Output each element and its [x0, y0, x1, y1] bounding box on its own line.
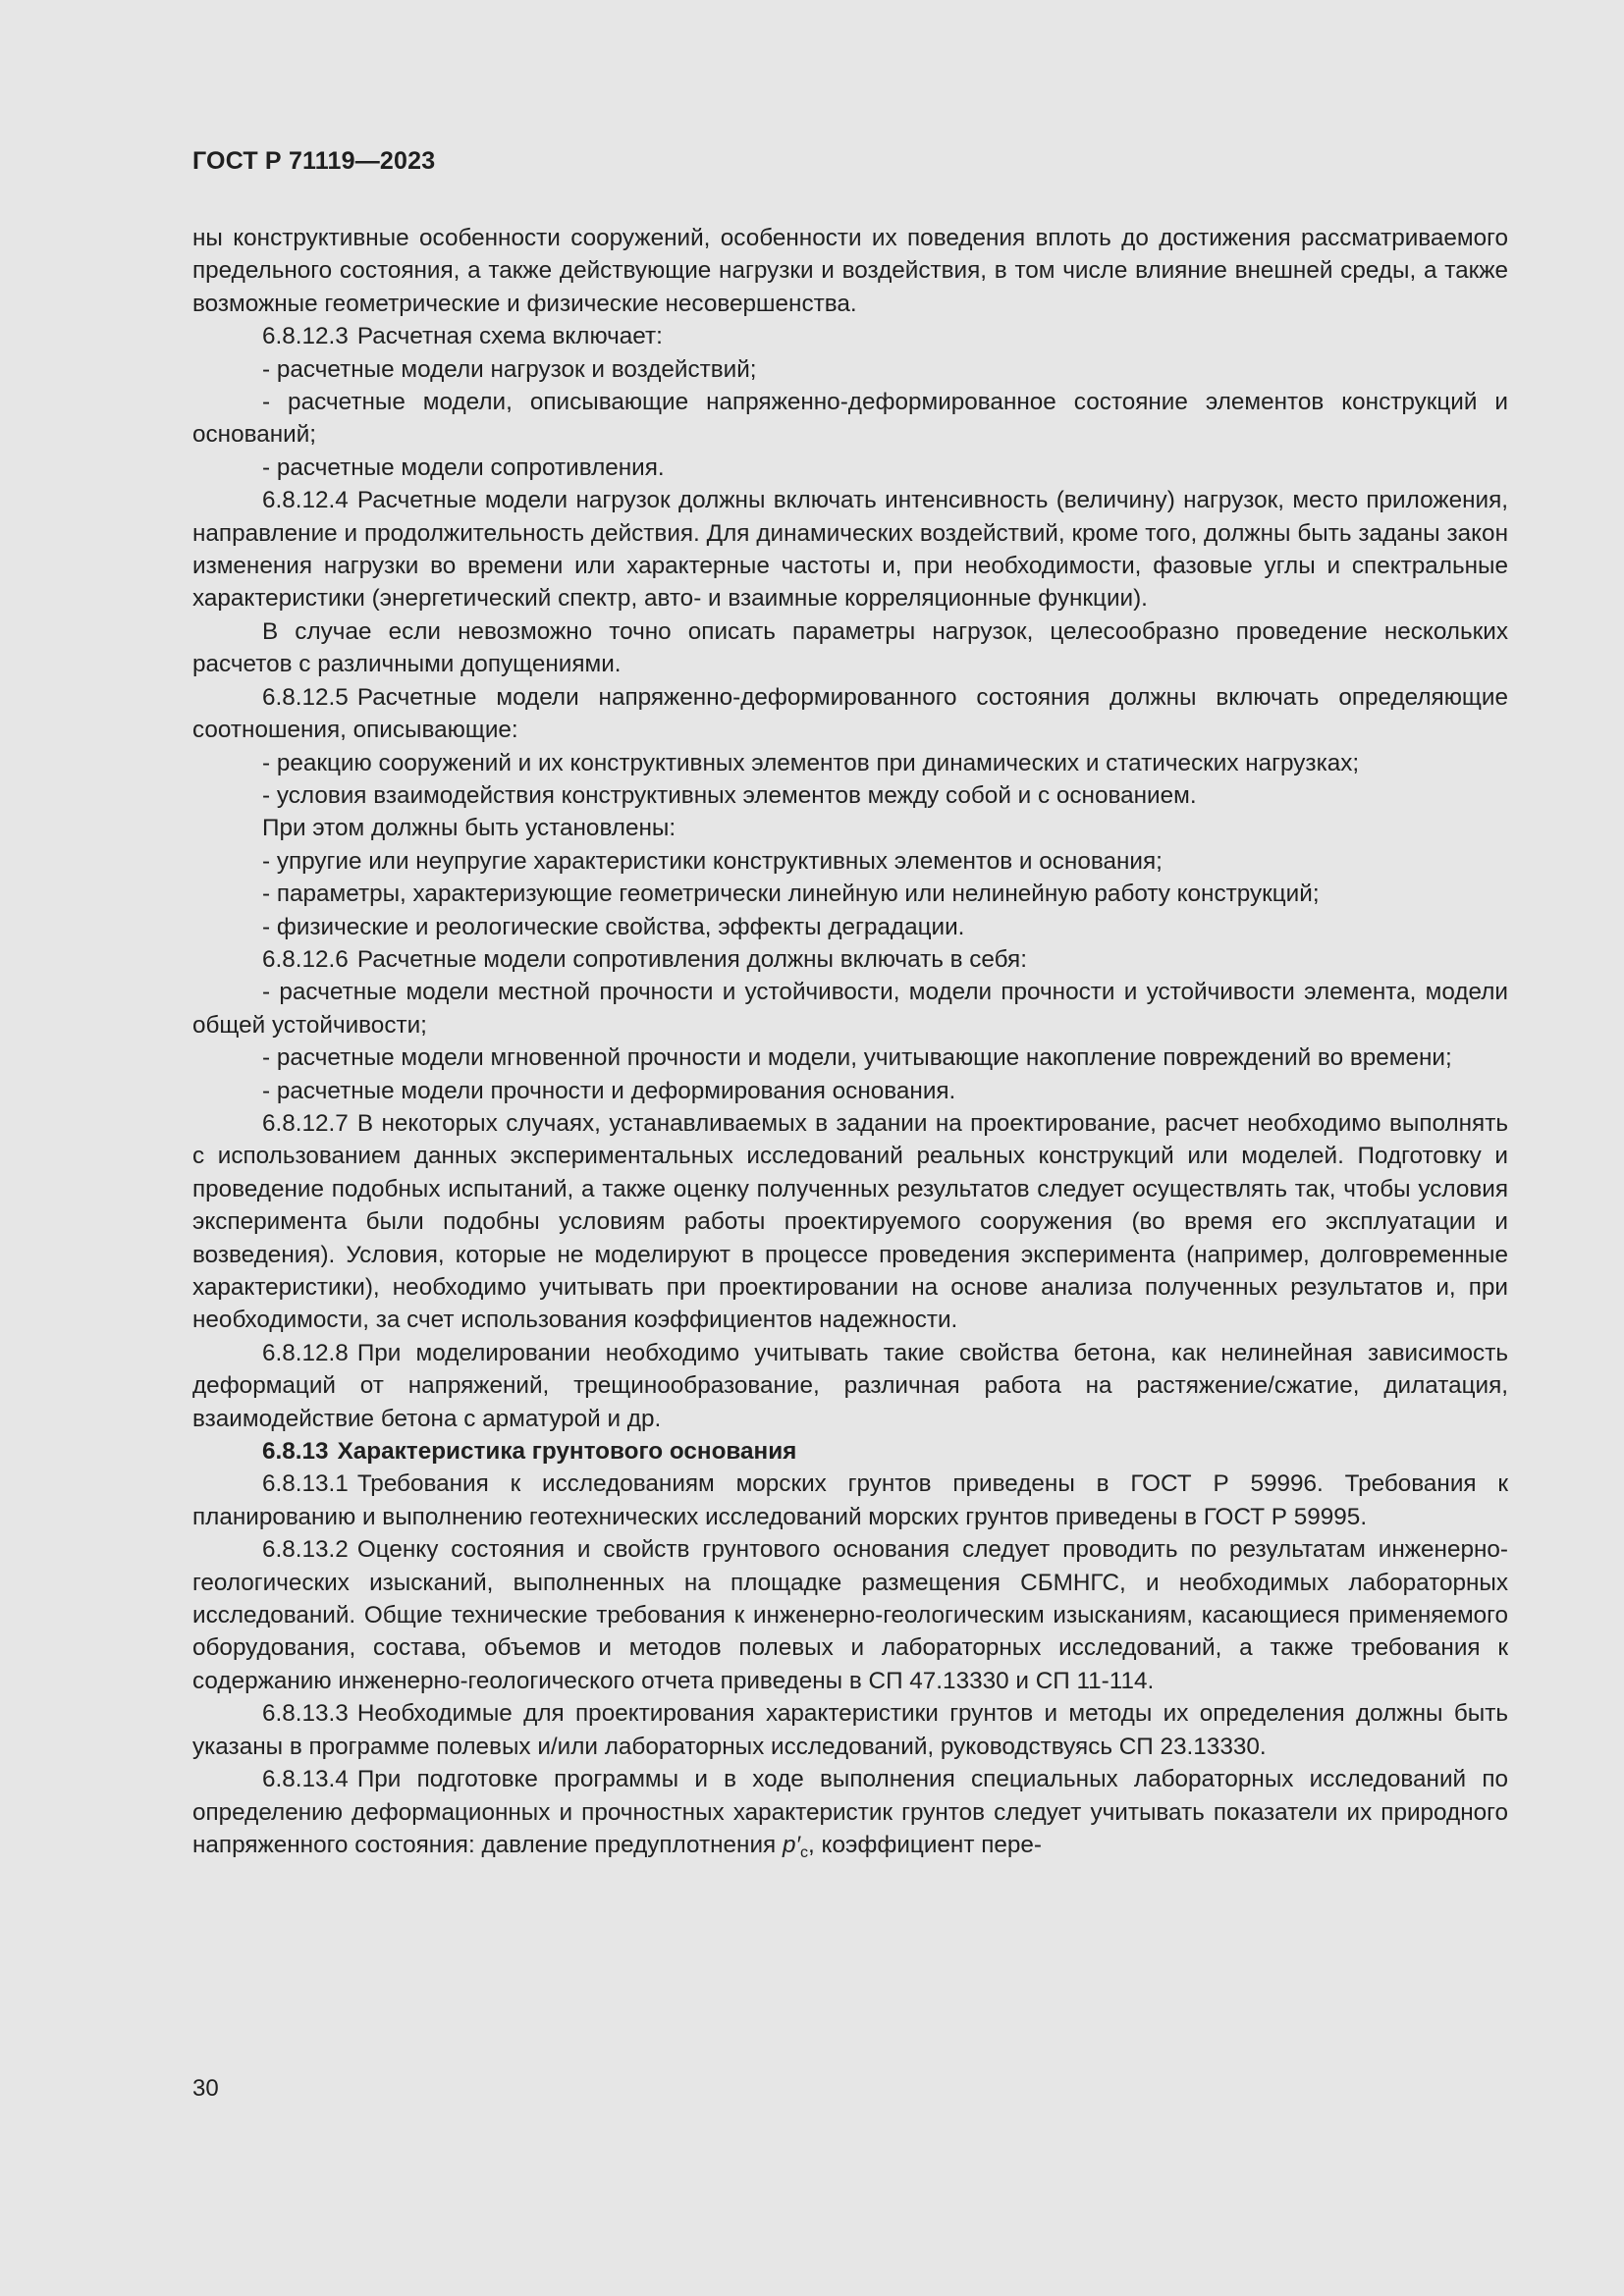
variable-subscript: c — [800, 1843, 809, 1861]
clause-text: Оценку состояния и свойств грунтового основания следует проводить по результатам инженерно-геологических изысканий, выполненных на площадке размещения СБМНГС, и необходимых лабораторных исследований. Общие технические требования к инженерно-геологическим изысканиям, касающиеся применяемого оборудования, состава, объемов и методов полевых и лабораторных исследований, а также требования к содержанию инженерно-геологического отчета приведены в СП 47.13330 и СП 11-114. — [192, 1536, 1508, 1694]
clause-number: 6.8.12.6 — [262, 945, 349, 973]
paragraph: При этом должны быть установлены: — [262, 815, 677, 842]
clause-text-tail: , коэффициент пере- — [808, 1831, 1042, 1858]
clause-text: Расчетные модели нагрузок должны включать интенсивность (величину) нагрузок, место приложения, направление и продолжительность действия. Для динамических воздействий, кроме того, должны быть заданы закон изменения нагрузки во времени или характерные частоты и, при необходимости, фазовые углы и спектральные характеристики (энергетический спектр, авто- и взаимные корреляционные функции). — [192, 487, 1508, 613]
clause-6-8-13-3 — [192, 1697, 1508, 1763]
clause-text: Требования к исследованиям морских грунтов приведены в ГОСТ Р 59996. Требования к планированию и выполнению геотехнических исследований морских грунтов приведены в ГОСТ Р 59995. — [192, 1470, 1508, 1530]
list-item: - расчетные модели, описывающие напряженно-деформированное состояние элементов конструкций и оснований; — [192, 389, 1508, 449]
clause-6-8-13-4 — [192, 1763, 1508, 1869]
clause-text: В некоторых случаях, устанавливаемых в задании на проектирование, расчет необходимо выполнять с использованием данных экспериментальных исследований реальных конструкций или моделей. Подготовку и проведение подобных испытаний, а также оценку полученных результатов следует осуществлять так, чтобы условия эксперимента были подобны условиям работы проектируемого сооружения (во время его эксплуатации и возведения). Условия, которые не моделируют в процессе проведения эксперимента (например, долговременные характеристики), необходимо учитывать при проектировании на основе анализа полученных результатов и, при необходимости, за счет использования коэффициентов надежности. — [192, 1109, 1508, 1334]
clause-text: Расчетные модели сопротивления должны включать в себя: — [356, 945, 1027, 973]
list-item: - параметры, характеризующие геометрически линейную или нелинейную работу конструкций; — [262, 881, 1320, 908]
paragraph: ны конструктивные особенности сооружений, особенности их поведения вплоть до достижения рассматриваемого предельного состояния, а также действующие нагрузки и воздействия, в том числе влияние внешней среды, а также возможные геометрические и физические несовершенства. — [192, 225, 1508, 317]
clause-6-8-12-7 — [192, 1107, 1508, 1337]
list-item: - упругие или неупругие характеристики конструктивных элементов и основания; — [262, 847, 1163, 875]
document-body — [192, 222, 1508, 1869]
clause-6-8-12-3 — [192, 320, 1508, 352]
clause-6-8-12-4 — [192, 484, 1508, 615]
section-number: 6.8.13 — [262, 1438, 329, 1466]
list-item: - условия взаимодействия конструктивных элементов между собой и с основанием. — [262, 781, 1197, 809]
clause-text: Необходимые для проектирования характеристики грунтов и методы их определения должны быть указаны в программе полевых и/или лабораторных исследований, руководствуясь СП 23.13330. — [192, 1700, 1508, 1760]
clause-number: 6.8.12.3 — [262, 323, 349, 350]
clause-number: 6.8.12.4 — [262, 487, 349, 514]
clause-6-8-12-5 — [192, 681, 1508, 747]
list-item: - расчетные модели местной прочности и устойчивости, модели прочности и устойчивости элемента, модели общей устойчивости; — [192, 979, 1508, 1039]
list-item: - расчетные модели сопротивления. — [262, 454, 665, 481]
list-item: - физические и реологические свойства, эффекты деградации. — [262, 913, 965, 940]
clause-number: 6.8.13.1 — [262, 1470, 349, 1498]
clause-number: 6.8.12.8 — [262, 1339, 349, 1366]
section-title: Характеристика грунтового основания — [337, 1438, 797, 1466]
section-heading-6-8-13 — [192, 1435, 1508, 1468]
clause-6-8-12-6 — [192, 943, 1508, 976]
clause-6-8-13-2 — [192, 1533, 1508, 1697]
clause-number: 6.8.13.2 — [262, 1536, 349, 1564]
document-header: ГОСТ Р 71119—2023 — [192, 147, 436, 175]
paragraph: В случае если невозможно точно описать параметры нагрузок, целесообразно проведение нескольких расчетов с различными допущениями. — [192, 617, 1508, 678]
list-item: - расчетные модели мгновенной прочности и модели, учитывающие накопление повреждений во времени; — [262, 1044, 1452, 1072]
clause-text: Расчетная схема включает: — [356, 323, 663, 350]
clause-6-8-12-8 — [192, 1337, 1508, 1435]
list-item: - реакцию сооружений и их конструктивных элементов при динамических и статических нагрузках; — [262, 749, 1360, 776]
clause-number: 6.8.13.3 — [262, 1700, 349, 1728]
list-item: - расчетные модели прочности и деформирования основания. — [262, 1077, 956, 1104]
clause-number: 6.8.12.5 — [262, 683, 349, 711]
page-number: 30 — [192, 2075, 219, 2102]
clause-number: 6.8.13.4 — [262, 1766, 349, 1793]
variable-symbol: p′ — [782, 1831, 801, 1858]
list-item: - расчетные модели нагрузок и воздействий; — [262, 355, 757, 383]
clause-text: При подготовке программы и в ходе выполнения специальных лабораторных исследований по определению деформационных и прочностных характеристик грунтов следует учитывать показатели их природного напряженного состояния: давление предуплотнения — [192, 1766, 1508, 1858]
clause-text: Расчетные модели напряженно-деформированного состояния должны включать определяющие соотношения, описывающие: — [192, 683, 1508, 744]
clause-text: При моделировании необходимо учитывать такие свойства бетона, как нелинейная зависимость деформаций от напряжений, трещинообразование, различная работа на растяжение/сжатие, дилатация, взаимодействие бетона с арматурой и др. — [192, 1339, 1508, 1432]
clause-number: 6.8.12.7 — [262, 1109, 349, 1137]
clause-6-8-13-1 — [192, 1468, 1508, 1533]
